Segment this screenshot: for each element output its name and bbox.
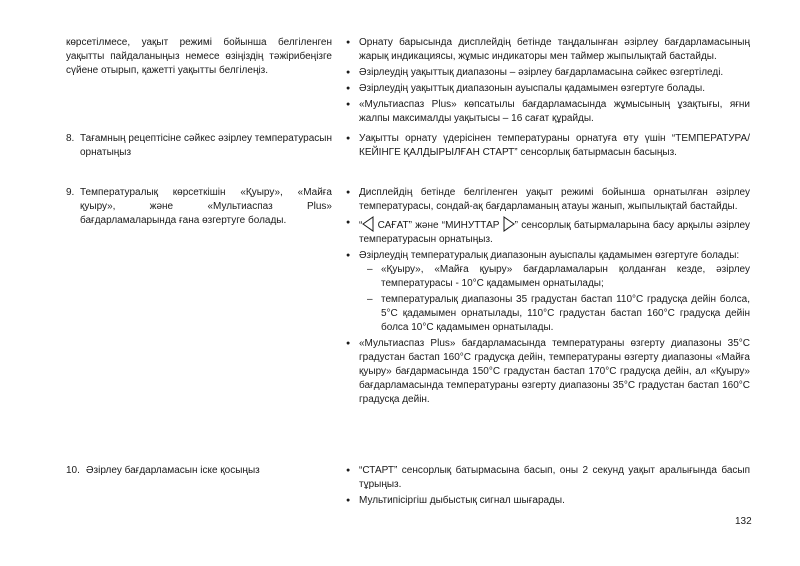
list-item: ● «Мультиаспаз Plus» бағдарламасында температураны өзгерту диапазоны 35°C градустан бастап 160°C градусқа дейін, температураны өзгерту диапазоны «Майға қуыру» бағдармасында 150°C градустан бастап 170°C градусқа дейін, ал «Қуыру» бағдарламасында температураны өзгерту диапазоны 35°C градустан бастап 160°C градусқа дейін. (345, 337, 750, 407)
list-item: ● Дисплейдің бетінде белгіленген уақыт режимі бойынша орнатылған әзірлеу температурасы, сондай-ақ бағдарламаның атауы жанып, жыпылықтай бастайды. (345, 186, 750, 214)
list-item: ● Әзірлеудің уақыттық диапазоны – әзірлеу бағдарламасына сәйкес өзгертіледі. (345, 66, 750, 80)
triangle-right-icon (503, 216, 515, 232)
page-number: 132 (735, 516, 752, 527)
step-9 (66, 186, 332, 228)
step-8 (66, 132, 332, 160)
list-item: ● Мультипісіргіш дыбыстық сигнал шығарады. (345, 494, 750, 508)
triangle-left-icon (362, 216, 374, 232)
list-item: – «Қуыру», «Майға қуыру» бағдарламаларын қолданған кезде, әзірлеу температурасы - 10°C қадамымен орнатылады; (359, 263, 750, 291)
top-left-text: көрсетілмесе, уақыт режимі бойынша белгіленген уақытты пайдаланыңыз немесе өзіңіздің тәжірибеңізге сүйене отырып, қажетті уақытты белгілеңіз. (66, 37, 332, 76)
step-text: Әзірлеу бағдарламасын іске қосыңыз (86, 465, 260, 476)
step-number: 8. (66, 133, 75, 144)
list-item: ● Әзірлеудің уақыттық диапазонын ауыспалы қадамымен өзгертуге болады. (345, 82, 750, 96)
list-item: – температуралық диапазоны 35 градустан бастап 110°C градусқа дейін болса, 5°C қадамымен орнатылады, 110°C градустан бастап 160°C градусқа дейін болса 10°C қадамымен орнатылады. (359, 293, 750, 335)
top-right-list (345, 36, 750, 128)
list-item: ● Орнату барысында дисплейдің бетінде таңдалынған әзірлеу бағдарламасының жарық индикациясы, жұмыс индикаторы мен таймер жыпылықтай бастайды. (345, 36, 750, 64)
list-item: ● “СТАРТ” сенсорлық батырмасына басып, оны 2 секунд уақыт аралығында басып тұрыңыз. (345, 464, 750, 492)
step-text: Температуралық көрсеткішін «Қуыру», «Майға қуыру», және «Мультиаспаз Plus» бағдарламаларында ғана өзгертуге болады. (80, 187, 332, 226)
step-10 (66, 464, 332, 478)
step-8-details (345, 132, 750, 162)
step-text: Тағамның рецептісіне сәйкес әзірлеу температурасын орнатыңыз (80, 133, 332, 158)
list-item: ● «Мультиаспаз Plus» көпсатылы бағдарламасында жұмысының ұзақтығы, яғни жалпы максималды уақытысы – 16 сағат құрайды. (345, 98, 750, 126)
list-item: ● Уақытты орнату үдерісінен температураны орнатуға өту үшін “ТЕМПЕРАТУРА/КЕЙІНГЕ ҚАЛДЫРЫЛҒАН СТАРТ” сенсорлық батырмасын басыңыз. (345, 132, 750, 160)
step-number: 10. (66, 465, 80, 476)
list-item: ● “ САҒАТ” және “МИНУТТАР ” сенсорлық батырмаларына басу арқылы әзірлеу температурасын орнатыңыз. (345, 216, 750, 247)
step-9-details (345, 186, 750, 409)
list-item: ● Әзірлеудің температуралық диапазонын ауыспалы қадамымен өзгертуге болады: – «Қуыру», «Майға қуыру» бағдарламаларын қолданған кезде, әзірлеу температурасы - 10°C қадамымен орнатылады; – температуралық диапазоны 35 градустан бастап 110°C градусқа дейін болса, 5°C қадамымен орнатылады, 110°C градустан бастап 160°C градусқа дейін болса 10°C қадамымен орнатылады. (345, 249, 750, 335)
step-number: 9. (66, 187, 75, 198)
step-10-details (345, 464, 750, 510)
